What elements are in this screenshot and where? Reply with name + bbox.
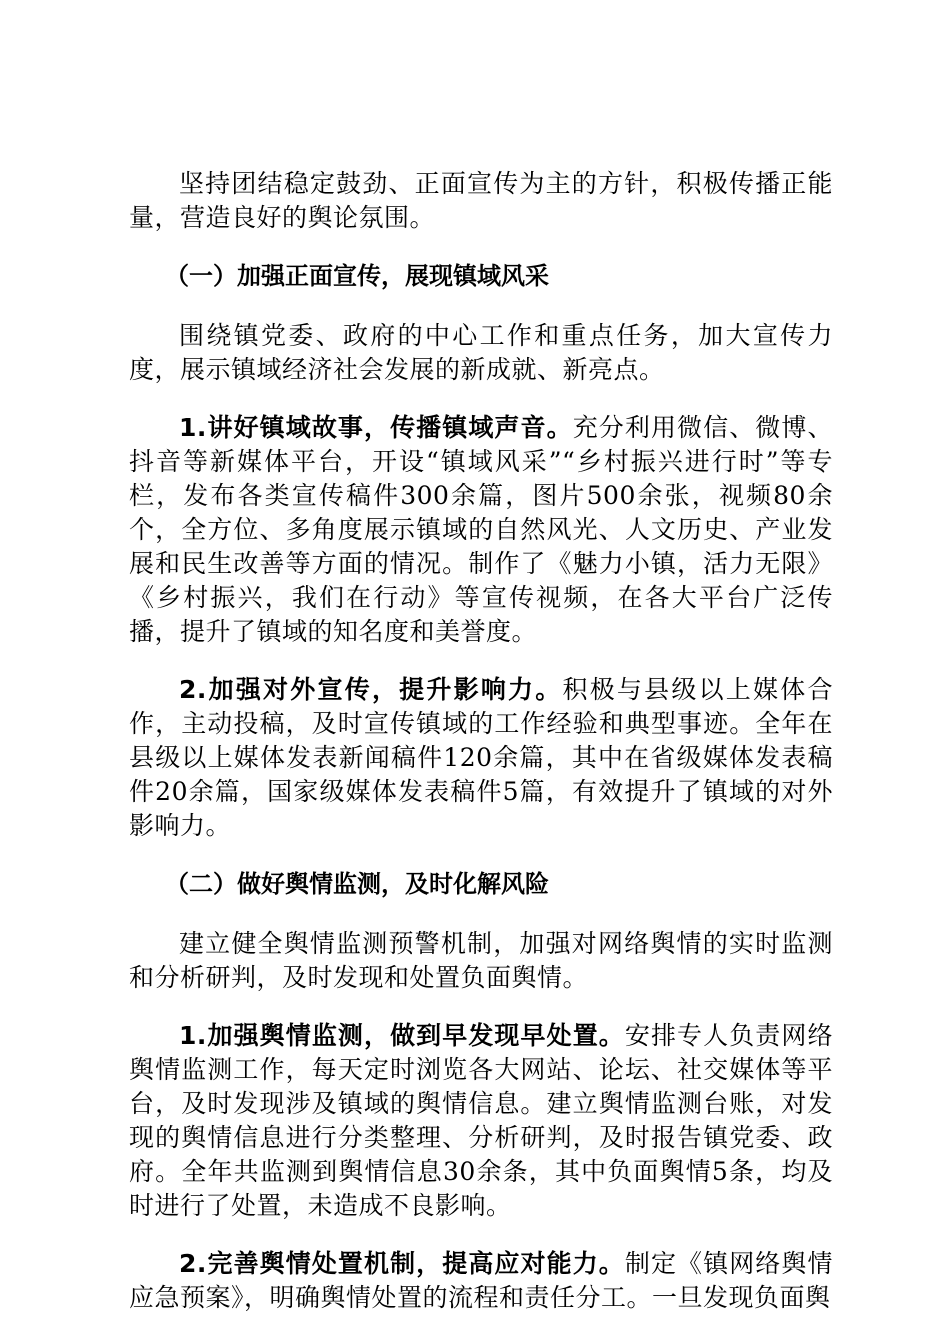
paragraph-section-2-intro: 建立健全舆情监测预警机制，加强对网络舆情的实时监测和分析研判，及时发现和处置负面舆情。 xyxy=(129,929,833,992)
paragraph-intro: 坚持团结稳定鼓劲、正面宣传为主的方针，积极传播正能量，营造良好的舆论氛围。 xyxy=(129,169,833,232)
item-lead: 2.加强对外宣传，提升影响力。 xyxy=(179,675,563,704)
paragraph-item-1-1 xyxy=(129,411,833,649)
section-heading-2: （二）做好舆情监测，及时化解风险 xyxy=(165,870,549,898)
item-lead: 1.讲好镇域故事，传播镇域声音。 xyxy=(179,413,573,442)
paragraph-item-2-1 xyxy=(129,1019,833,1223)
item-body: 充分利用微信、微博、抖音等新媒体平台，开设“镇域风采”“乡村振兴进行时”等专栏，发布各类宣传稿件300余篇，图片500余张，视频80余个，全方位、多角度展示镇域的自然风光、人文历史、产业发展和民生改善等方面的情况。制作了《魅力小镇，活力无限》《乡村振兴，我们在行动》等宣传视频，在各大平台广泛传播，提升了镇域的知名度和美誉度。 xyxy=(129,413,833,646)
item-body: 制定《镇网络舆情应急预案》，明确舆情处置的流程和责任分工。一旦发现负面舆 xyxy=(129,1249,833,1312)
item-body: 安排专人负责网络舆情监测工作，每天定时浏览各大网站、论坛、社交媒体等平台，及时发现涉及镇域的舆情信息。建立舆情监测台账，对发现的舆情信息进行分类整理、分析研判，及时报告镇党委、政府。全年共监测到舆情信息30余条，其中负面舆情5条，均及时进行了处置，未造成不良影响。 xyxy=(129,1021,833,1220)
item-lead: 1.加强舆情监测，做到早发现早处置。 xyxy=(179,1021,625,1050)
paragraph-section-1-intro: 围绕镇党委、政府的中心工作和重点任务，加大宣传力度，展示镇域经济社会发展的新成就、新亮点。 xyxy=(129,321,833,384)
item-body: 积极与县级以上媒体合作，主动投稿，及时宣传镇域的工作经验和典型事迹。全年在县级以上媒体发表新闻稿件120余篇，其中在省级媒体发表稿件20余篇，国家级媒体发表稿件5篇，有效提升了镇域的对外影响力。 xyxy=(129,675,833,840)
paragraph-item-2-2 xyxy=(129,1247,833,1315)
section-heading-1: （一）加强正面宣传，展现镇域风采 xyxy=(165,262,549,290)
document-page xyxy=(129,167,833,1339)
item-lead: 2.完善舆情处置机制，提高应对能力。 xyxy=(179,1249,625,1278)
paragraph-item-1-2 xyxy=(129,673,833,843)
